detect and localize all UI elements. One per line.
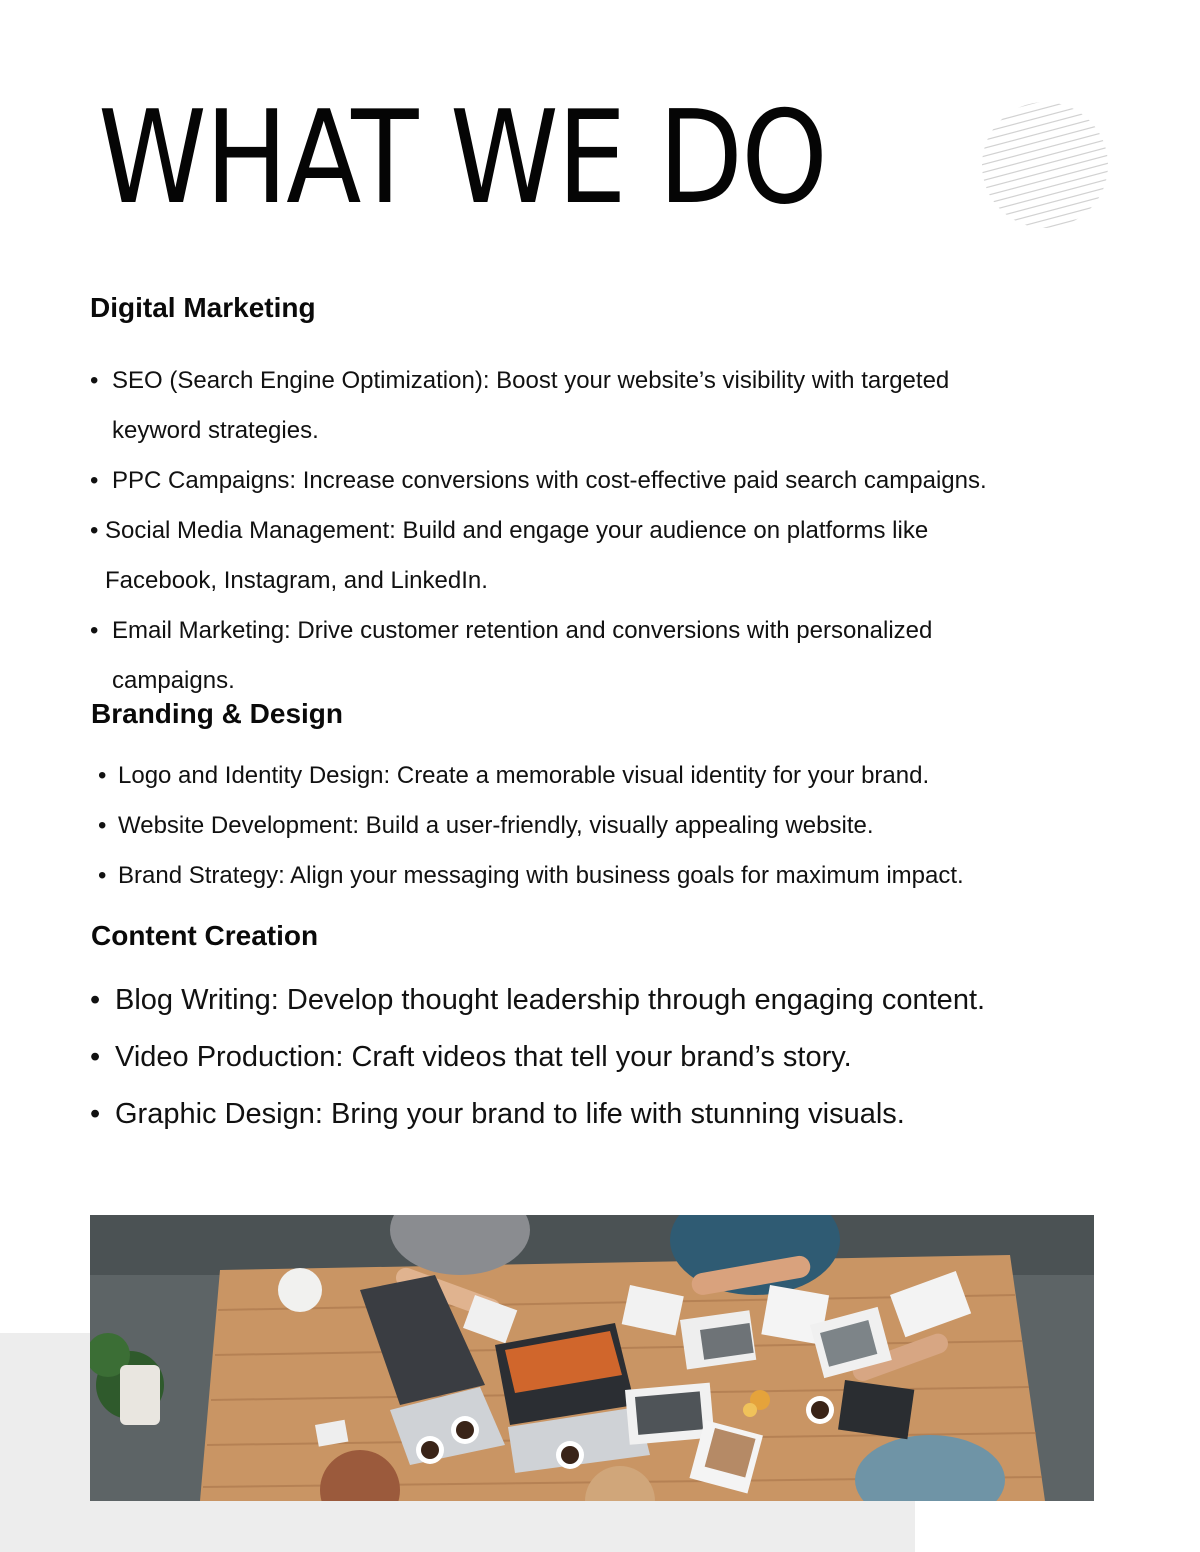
branding-design-list [90, 751, 964, 901]
content-creation-list [90, 972, 985, 1143]
list-item-text: PPC Campaigns: Increase conversions with cost-effective paid search campaigns. [112, 467, 987, 494]
list-item-text: Logo and Identity Design: Create a memorable visual identity for your brand. [118, 762, 930, 789]
list-item-text: Email Marketing: Drive customer retention and conversions with personalized [112, 617, 933, 644]
bullet-icon: • [90, 367, 99, 394]
list-item-text-continued: Facebook, Instagram, and LinkedIn. [105, 567, 488, 594]
list-item-text-continued: campaigns. [112, 667, 235, 694]
list-item [90, 801, 964, 851]
bullet-icon: • [98, 862, 107, 889]
team-meeting-photo [90, 1215, 1094, 1501]
list-item [90, 456, 987, 506]
list-item [90, 356, 987, 456]
list-item-text-continued: keyword strategies. [112, 417, 319, 444]
list-item-text: Graphic Design: Bring your brand to life with stunning visuals. [115, 1098, 905, 1130]
bullet-icon: • [90, 984, 101, 1016]
list-item-text: Blog Writing: Develop thought leadership through engaging content. [115, 984, 986, 1016]
striped-circle-icon [980, 100, 1110, 230]
list-item-text: Website Development: Build a user-friendly, visually appealing website. [118, 812, 874, 839]
list-item [90, 851, 964, 901]
list-item-text: Social Media Management: Build and engage your audience on platforms like [105, 517, 929, 544]
bullet-icon: • [90, 517, 99, 544]
bullet-icon: • [90, 1098, 101, 1130]
bullet-icon: • [98, 812, 107, 839]
list-item [90, 1029, 985, 1086]
digital-marketing-list [90, 356, 987, 706]
bullet-icon: • [90, 467, 99, 494]
list-item [90, 972, 985, 1029]
list-item [90, 506, 987, 606]
list-item-text: Brand Strategy: Align your messaging with business goals for maximum impact. [118, 862, 964, 889]
list-item-text: Video Production: Craft videos that tell your brand’s story. [115, 1041, 852, 1073]
list-item [90, 751, 964, 801]
section-heading-content-creation: Content Creation [91, 920, 319, 951]
list-item [90, 606, 987, 706]
bullet-icon: • [98, 762, 107, 789]
page-title: WHAT WE DO [98, 84, 827, 233]
section-heading-branding-design: Branding & Design [91, 698, 344, 729]
bullet-icon: • [90, 617, 99, 644]
list-item-text: SEO (Search Engine Optimization): Boost your website’s visibility with targeted [112, 367, 950, 394]
section-heading-digital-marketing: Digital Marketing [90, 292, 316, 323]
list-item [90, 1086, 985, 1143]
bullet-icon: • [90, 1041, 101, 1073]
